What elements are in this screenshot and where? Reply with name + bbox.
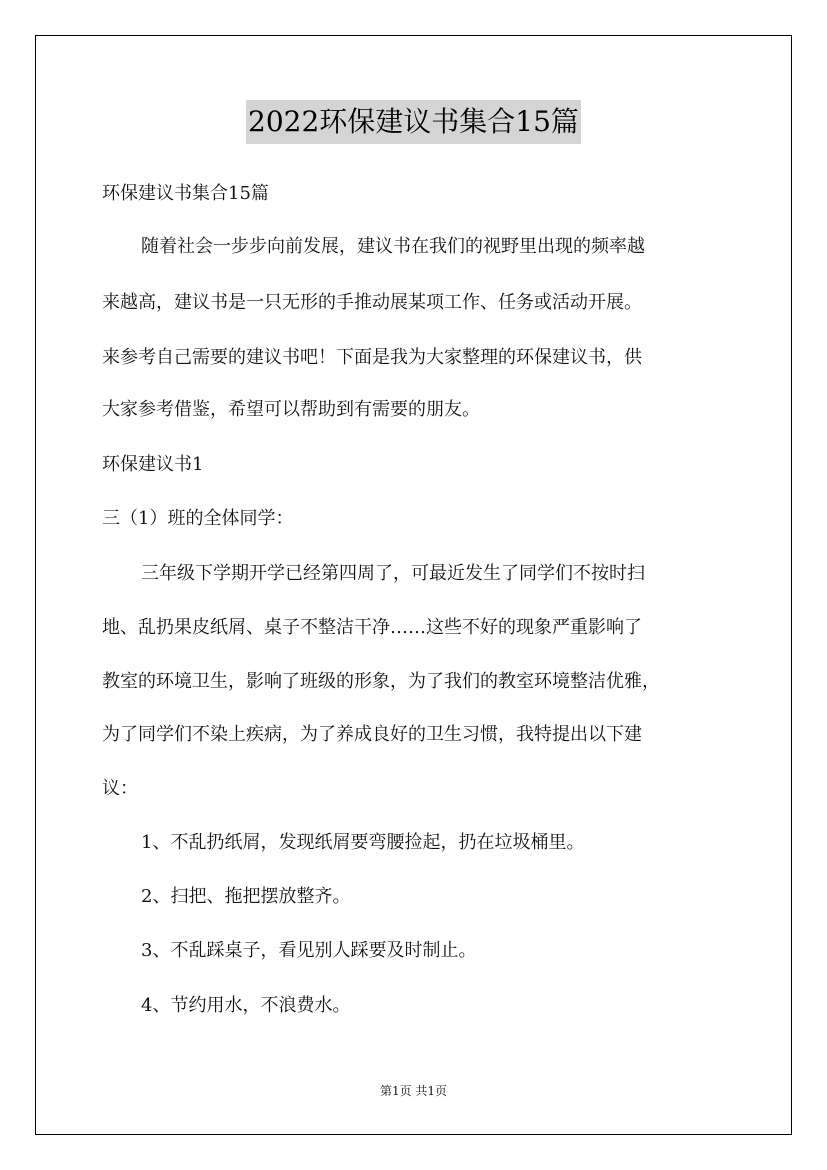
paragraph-line: 随着社会一步步向前发展，建议书在我们的视野里出现的频率越 bbox=[141, 236, 645, 257]
paragraph-line: 来参考自己需要的建议书吧！下面是我为大家整理的环保建议书，供 bbox=[102, 347, 642, 368]
paragraph-line: 地、乱扔果皮纸屑、桌子不整洁干净……这些不好的现象严重影响了 bbox=[102, 617, 642, 638]
title-container bbox=[0, 100, 827, 144]
salutation-line: 三（1）班的全体同学： bbox=[102, 508, 294, 529]
paragraph-line: 大家参考借鉴，希望可以帮助到有需要的朋友。 bbox=[102, 399, 480, 420]
paragraph-line: 为了同学们不染上疾病，为了养成良好的卫生习惯，我特提出以下建 bbox=[102, 724, 642, 745]
paragraph-line: 议： bbox=[102, 778, 138, 799]
paragraph-line: 教室的环境卫生，影响了班级的形象，为了我们的教室环境整洁优雅， bbox=[102, 671, 660, 692]
list-item: 3、不乱踩桌子，看见别人踩要及时制止。 bbox=[141, 940, 477, 961]
subtitle-line: 环保建议书集合15篇 bbox=[102, 183, 269, 204]
page-footer: 第1页 共1页 bbox=[379, 1084, 448, 1098]
paragraph-line: 三年级下学期开学已经第四周了，可最近发生了同学们不按时扫 bbox=[141, 563, 645, 584]
list-item: 1、不乱扔纸屑，发现纸屑要弯腰捡起，扔在垃圾桶里。 bbox=[141, 832, 585, 853]
section-heading: 环保建议书1 bbox=[102, 454, 204, 475]
list-item: 2、扫把、拖把摆放整齐。 bbox=[141, 886, 351, 907]
paragraph-line: 来越高，建议书是一只无形的手推动展某项工作、任务或活动开展。 bbox=[102, 292, 642, 313]
list-item: 4、节约用水，不浪费水。 bbox=[141, 995, 351, 1016]
document-title: 2022环保建议书集合15篇 bbox=[246, 100, 581, 144]
